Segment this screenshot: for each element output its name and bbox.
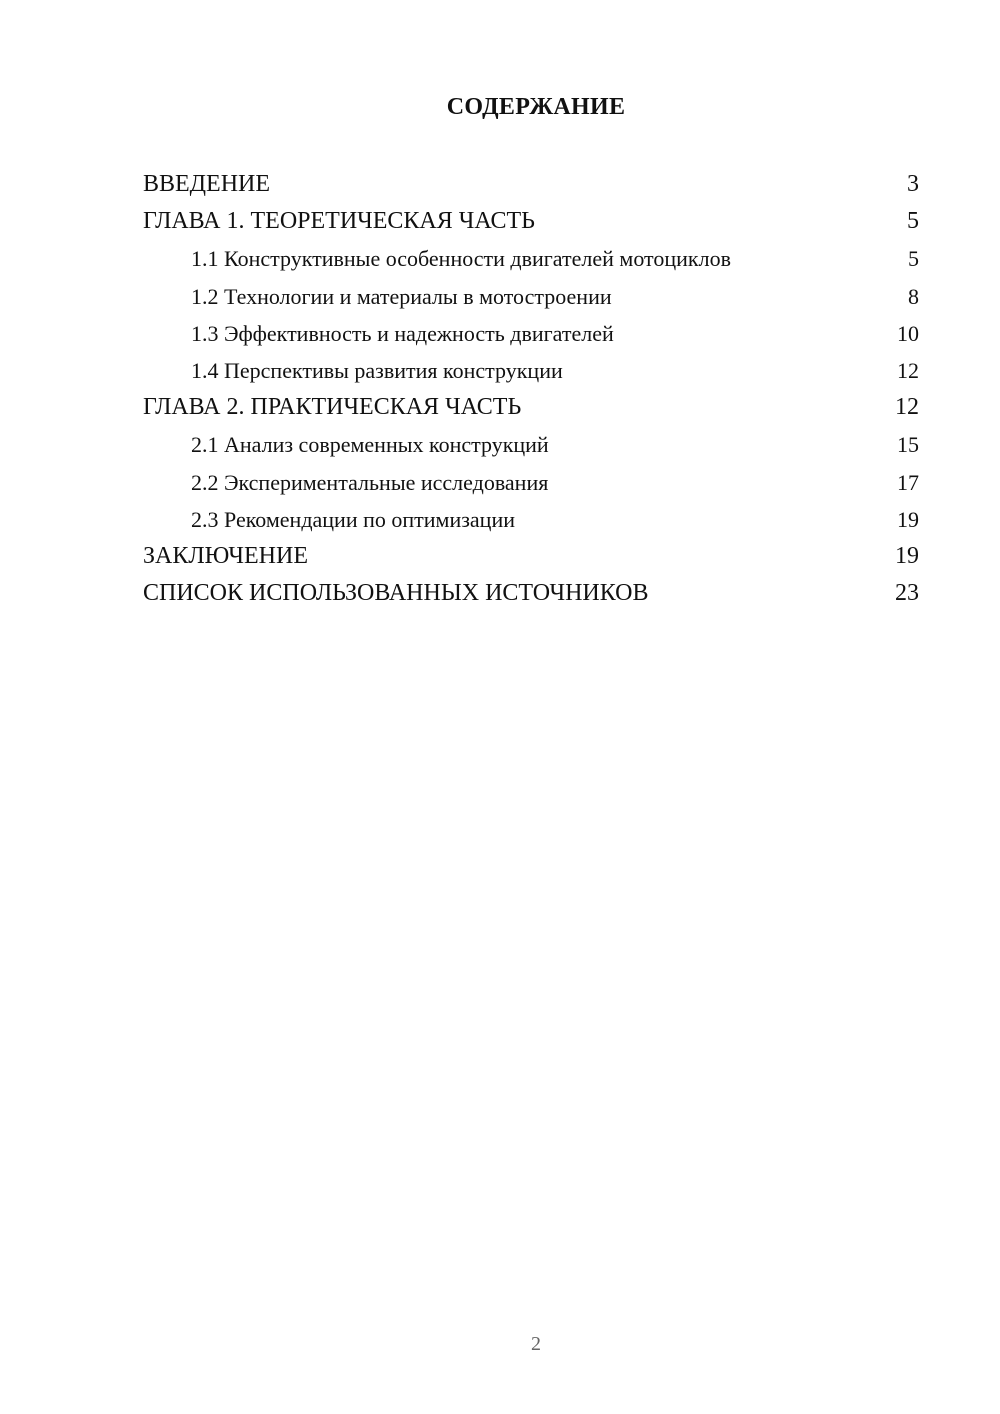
- toc-entry-page: 8: [908, 283, 919, 309]
- toc-entry-label: ВВЕДЕНИЕ: [143, 171, 271, 197]
- toc-entry-chapter-1[interactable]: [143, 203, 919, 240]
- toc-entry-page: 5: [907, 208, 919, 235]
- toc-entry-label: 2.2 Экспериментальные исследования: [191, 469, 549, 495]
- toc-entry-label: 2.3 Рекомендации по оптимизации: [191, 506, 516, 532]
- toc-entry-label: ЗАКЛЮЧЕНИЕ: [143, 542, 308, 569]
- toc-entry-section-2-2[interactable]: [143, 464, 919, 501]
- toc-entry-page: 19: [897, 506, 919, 532]
- toc-entry-page: 12: [897, 357, 919, 383]
- toc-entry-label: ГЛАВА 2. ПРАКТИЧЕСКАЯ ЧАСТЬ: [143, 394, 522, 421]
- toc-entry-label: СПИСОК ИСПОЛЬЗОВАННЫХ ИСТОЧНИКОВ: [143, 580, 649, 607]
- toc-entry-page: 10: [897, 320, 919, 346]
- toc-entry-conclusion[interactable]: [143, 538, 919, 575]
- toc-entry-section-2-3[interactable]: [143, 501, 919, 538]
- toc-entry-label: 2.1 Анализ современных конструкций: [191, 432, 549, 458]
- toc-entry-section-1-3[interactable]: [143, 315, 919, 352]
- toc-entry-references[interactable]: [143, 575, 919, 612]
- toc-entry-page: 19: [895, 542, 919, 569]
- toc-entry-label: 1.4 Перспективы развития конструкции: [191, 357, 563, 383]
- toc-entry-section-1-4[interactable]: [143, 352, 919, 389]
- toc-entry-section-2-1[interactable]: [143, 426, 919, 463]
- toc-entry-page: 23: [895, 580, 919, 607]
- toc-entry-section-1-1[interactable]: [143, 240, 919, 277]
- toc-entry-page: 5: [908, 246, 919, 272]
- toc-entry-label: 1.3 Эффективность и надежность двигателей: [191, 320, 614, 346]
- toc-entry-page: 17: [897, 469, 919, 495]
- page-number: 2: [531, 1333, 541, 1355]
- toc-entry-page: 3: [907, 171, 919, 197]
- toc-entry-page: 12: [895, 394, 919, 421]
- toc-entry-label: 1.2 Технологии и материалы в мотостроении: [191, 283, 612, 309]
- page-title: СОДЕРЖАНИЕ: [446, 94, 626, 120]
- toc-entry-section-1-2[interactable]: [143, 278, 919, 315]
- toc-entry-introduction[interactable]: [143, 166, 919, 203]
- toc-entry-label: 1.1 Конструктивные особенности двигателей мотоциклов: [191, 246, 731, 272]
- toc-entry-label: ГЛАВА 1. ТЕОРЕТИЧЕСКАЯ ЧАСТЬ: [143, 208, 535, 235]
- toc-entry-page: 15: [897, 432, 919, 458]
- toc-entry-chapter-2[interactable]: [143, 389, 919, 426]
- table-of-contents: [143, 166, 919, 612]
